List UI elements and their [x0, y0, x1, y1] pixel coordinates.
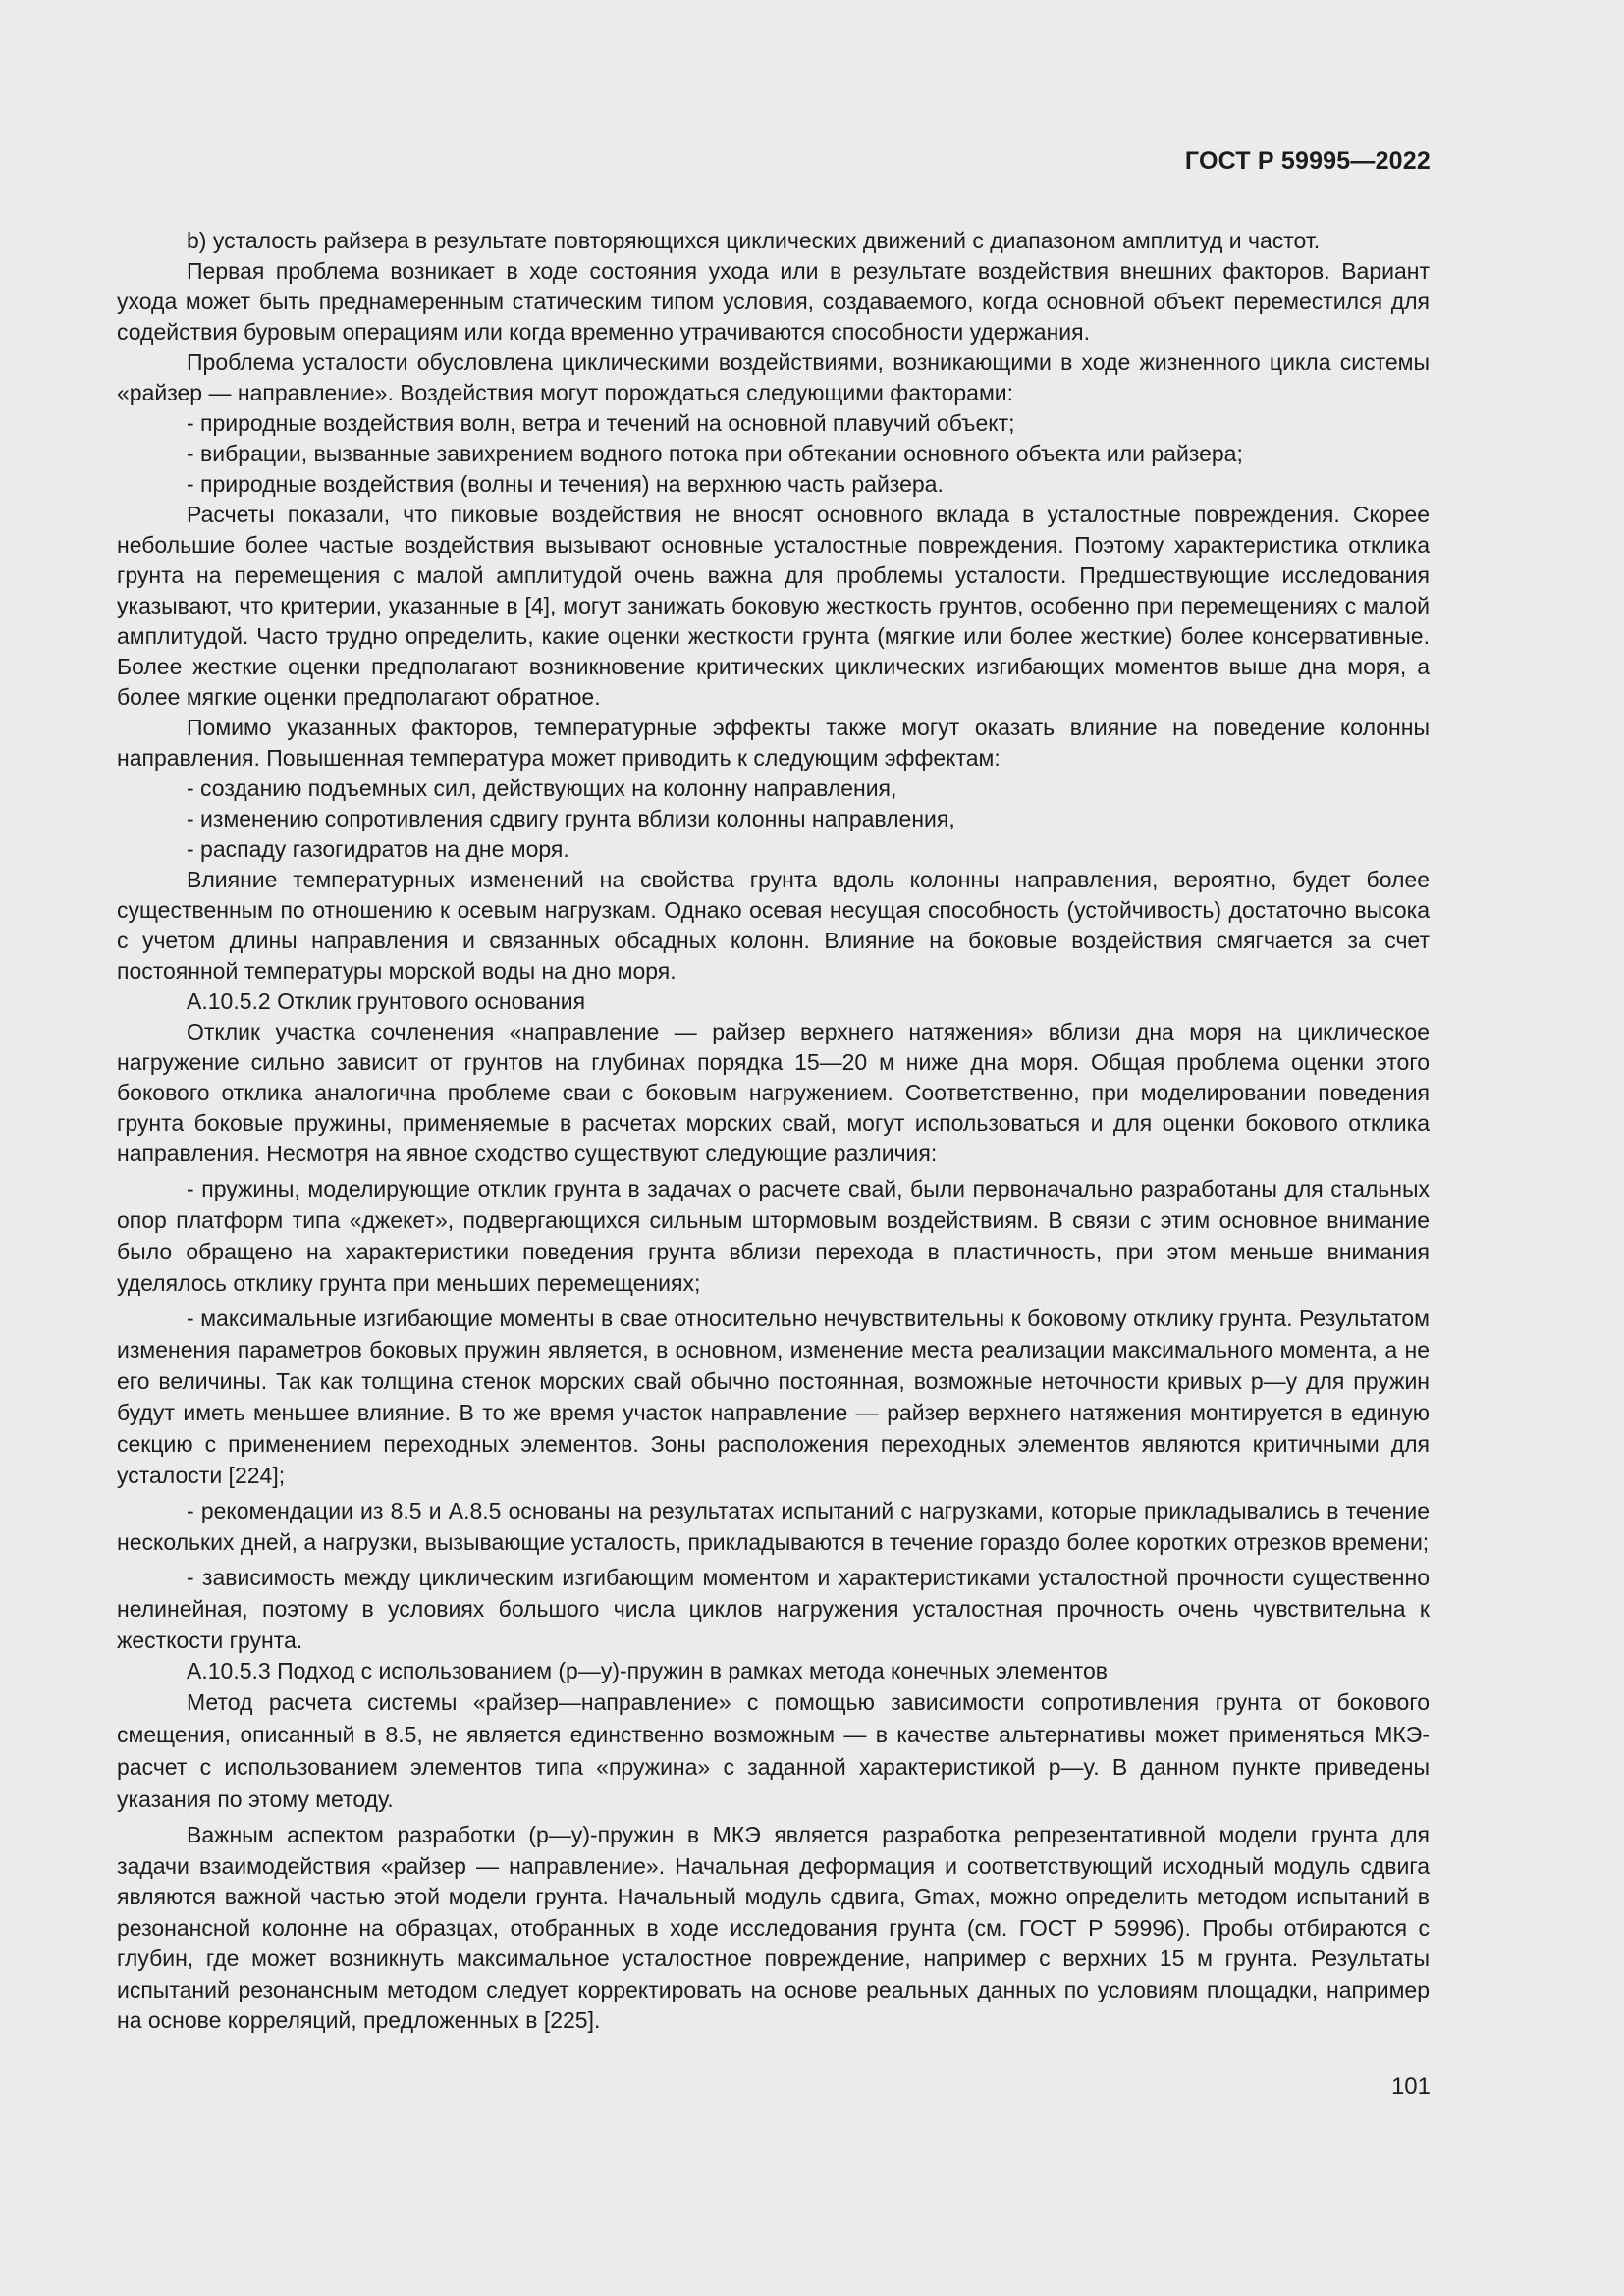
list-item: - распаду газогидратов на дне моря.: [187, 836, 569, 862]
paragraph: Важным аспектом разработки (p—y)-пружин в МКЭ является разработка репрезентативной модели грунта для задачи взаимодействия «райзер — направление». Начальная деформация и соответствующий исходный модуль сдвига являются важной частью этой модели грунта. Начальный модуль сдвига, Gmax, можно определить методом испытаний в резонансной колонне на образцах, отобранных в ходе исследования грунта (см. ГОСТ Р 59996). Пробы отбираются с глубин, где может возникнуть максимальное усталостное повреждение, например с верхних 15 м грунта. Результаты испытаний резонансным методом следует корректировать на основе реальных данных по условиям площадки, например на основе корреляций, предложенных в [225].: [117, 1822, 1430, 2033]
paragraph: Расчеты показали, что пиковые воздействия не вносят основного вклада в усталостные повреждения. Скорее небольшие более частые воздействия вызывают основные усталостные повреждения. Поэтому характеристика отклика грунта на перемещения с малой амплитудой очень важна для проблемы усталости. Предшествующие исследования указывают, что критерии, указанные в [4], могут занижать боковую жесткость грунтов, особенно при перемещениях с малой амплитудой. Часто трудно определить, какие оценки жесткости грунта (мягкие или более жесткие) более консервативные. Более жесткие оценки предполагают возникновение критических циклических изгибающих моментов выше дна моря, а более мягкие оценки предполагают обратное.: [117, 502, 1430, 710]
paragraph: Отклик участка сочленения «направление — райзер верхнего натяжения» вблизи дна моря на циклическое нагружение сильно зависит от грунтов на глубинах порядка 15—20 м ниже дна моря. Общая проблема оценки этого бокового отклика аналогична проблеме сваи с боковым нагружением. Соответственно, при моделировании поведения грунта боковые пружины, применяемые в расчетах морских свай, могут использоваться и для оценки бокового отклика направления. Несмотря на явное сходство существуют следующие различия:: [117, 1019, 1430, 1166]
section-heading: А.10.5.2 Отклик грунтового основания: [187, 988, 586, 1014]
document-body: [117, 226, 1430, 2037]
list-item: - вибрации, вызванные завихрением водного потока при обтекании основного объекта или райзера;: [187, 441, 1243, 466]
list-item: - природные воздействия (волны и течения) на верхнюю часть райзера.: [187, 471, 944, 497]
list-item: - природные воздействия волн, ветра и течений на основной плавучий объект;: [187, 410, 1015, 436]
list-item: b) усталость райзера в результате повторяющихся циклических движений с диапазоном амплитуд и частот.: [187, 228, 1321, 253]
paragraph: Проблема усталости обусловлена циклическими воздействиями, возникающими в ходе жизненного цикла системы «райзер — направление». Воздействия могут порождаться следующими факторами:: [117, 349, 1430, 405]
paragraph: Метод расчета системы «райзер—направление» с помощью зависимости сопротивления грунта от бокового смещения, описанный в 8.5, не является единственно возможным — в качестве альтернативы может применяться МКЭ-расчет с использованием элементов типа «пружина» с заданной характеристикой p—y. В данном пункте приведены указания по этому методу.: [117, 1689, 1430, 1812]
document-header: ГОСТ Р 59995—2022: [1184, 147, 1431, 175]
page-number: 101: [1390, 2073, 1431, 2100]
paragraph: Влияние температурных изменений на свойства грунта вдоль колонны направления, вероятно, будет более существенным по отношению к осевым нагрузкам. Однако осевая несущая способность (устойчивость) достаточно высока с учетом длины направления и связанных обсадных колонн. Влияние на боковые воздействия смягчается за счет постоянной температуры морской воды на дно моря.: [117, 867, 1430, 984]
list-item: - изменению сопротивления сдвигу грунта вблизи колонны направления,: [187, 806, 955, 831]
list-item: - пружины, моделирующие отклик грунта в задачах о расчете свай, были первоначально разработаны для стальных опор платформ типа «джекет», подвергающихся сильным штормовым воздействиям. В связи с этим основное внимание было обращено на характеристики поведения грунта вблизи перехода в пластичность, при этом меньше внимания уделялось отклику грунта при меньших перемещениях;: [117, 1176, 1430, 1296]
paragraph: Помимо указанных факторов, температурные эффекты также могут оказать влияние на поведение колонны направления. Повышенная температура может приводить к следующим эффектам:: [117, 715, 1430, 771]
list-item: - зависимость между циклическим изгибающим моментом и характеристиками усталостной прочности существенно нелинейная, поэтому в условиях большого числа циклов нагружения усталостная прочность очень чувствительна к жесткости грунта.: [117, 1565, 1430, 1653]
list-item: - максимальные изгибающие моменты в свае относительно нечувствительны к боковому отклику грунта. Результатом изменения параметров боковых пружин является, в основном, изменение места реализации максимального момента, а не его величины. Так как толщина стенок морских свай обычно постоянная, возможные неточности кривых p—y для пружин будут иметь меньшее влияние. В то же время участок направление — райзер верхнего натяжения монтируется в единую секцию с применением переходных элементов. Зоны расположения переходных элементов являются критичными для усталости [224];: [117, 1306, 1430, 1488]
section-heading: А.10.5.3 Подход с использованием (p—y)-пружин в рамках метода конечных элементов: [187, 1658, 1108, 1683]
list-item: - рекомендации из 8.5 и А.8.5 основаны на результатах испытаний с нагрузками, которые прикладывались в течение нескольких дней, а нагрузки, вызывающие усталость, прикладываются в течение гораздо более коротких отрезков времени;: [117, 1498, 1430, 1555]
list-item: - созданию подъемных сил, действующих на колонну направления,: [187, 775, 897, 801]
paragraph: Первая проблема возникает в ходе состояния ухода или в результате воздействия внешних факторов. Вариант ухода может быть преднамеренным статическим типом условия, создаваемого, когда основной объект переместился для содействия буровым операциям или когда временно утрачиваются способности удержания.: [117, 258, 1430, 345]
